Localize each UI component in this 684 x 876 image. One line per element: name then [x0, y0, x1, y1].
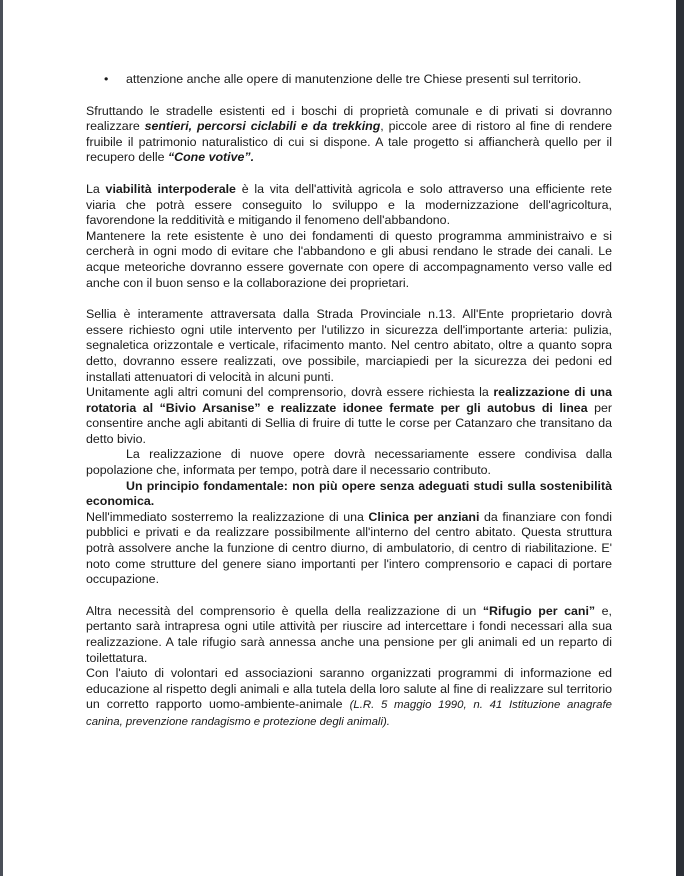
paragraph-rete: Mantenere la rete esistente è uno dei fondamenti di questo programma amministraivo e si cercherà in ogni modo di evitare che l'abbandono e gli abusi rendano le strade dei canali. Le acque meteoriche dovranno essere governate con opere di accompagnamento verso valle ed anche con il buon senso e la collaborazione dei proprietari. — [86, 228, 612, 290]
emphasis-sentieri: sentieri, percorsi ciclabili e da trekking — [144, 119, 381, 134]
paragraph-clinica: Nell'immediato sosterremo la realizzazione di una Clinica per anziani da finanziare con fondi pubblici e privati e da realizzare possibilmente all'interno del centro abitato. Questa struttura potrà assolvere anche la funzione di centro diurno, di ambulatorio, di centro di riabilitazione. E' noto come strutture del genere siano importanti per l'intero comprensorio e capaci di portare occupazione. — [86, 509, 612, 587]
emphasis-clinica: Clinica per anziani — [368, 509, 480, 524]
paragraph-volontari: Con l'aiuto di volontari ed associazioni saranno organizzati programmi di informazione ed educazione al rispetto degli animali e alla tutela della loro salute al fine di realizzare sul territorio un corretto rapporto uomo-ambiente-animale (L.R. 5 maggio 1990, n. 41 Istituzione anagrafe canina, prevenzione randagismo e protezione degli animali). — [86, 666, 612, 728]
paragraph-nuove-opere: La realizzazione di nuove opere dovrà necessariamente essere condivisa dalla popolazione che, informata per tempo, potrà dare il necessario contributo. — [86, 447, 612, 478]
paragraph-principio: Un principio fondamentale: non più opere senza adeguati studi sulla sostenibilità economica. — [86, 478, 612, 509]
emphasis-rotatoria: realizzazione di una rotatoria al “Bivio Arsanise” e realizzate idonee fermate per gli autobus di linea — [86, 385, 612, 415]
viewer-edge — [0, 0, 3, 876]
emphasis-cone-votive: “Cone votive”. — [167, 150, 255, 165]
bullet-item — [86, 72, 612, 88]
emphasis-rifugio: “Rifugio per cani” — [482, 603, 596, 618]
emphasis-viabilita: viabilità interpoderale — [105, 181, 236, 196]
bullet-icon: • — [104, 72, 109, 86]
paragraph-rotatoria: Unitamente agli altri comuni del comprensorio, dovrà essere richiesta la realizzazione di una rotatoria al “Bivio Arsanise” e realizzate idonee fermate per gli autobus di linea per consentire anche agli abitanti di Sellia di fruire di tutte le corse per Catanzaro che transitano da detto bivio. — [86, 385, 612, 446]
paragraph-viabilita: La viabilità interpoderale è la vita dell'attività agricola e solo attraverso una efficiente rete viaria che potrà essere conseguito lo sviluppo e la modernizzazione dell'agricoltura, favorendone la redditività e mitigando il fenomeno dell'abbandono. — [86, 181, 612, 228]
document-body — [86, 72, 612, 731]
paragraph-rifugio: Altra necessità del comprensorio è quella della realizzazione di un “Rifugio per cani” e, pertanto sarà intrapresa ogni utile attività per riuscire ad intercettare i fondi necessari alla sua realizzazione. A tale rifugio sarà annessa anche una pensione per gli animali ed un reparto di toilettatura. — [86, 603, 612, 665]
paragraph-strada-provinciale: Sellia è interamente attraversata dalla Strada Provinciale n.13. All'Ente proprietario dovrà essere richiesto ogni utile intervento per l'utilizzo in sicurezza dell'importante arteria: pulizia, segnaletica orizzontale e verticale, rifacimento manto. Nel centro abitato, oltre a quanto sopra detto, dovranno essere realizzati, ove possibile, marciapiedi per la sicurezza dei pedoni ed installati attenuatori di velocità in alcuni punti. — [86, 307, 612, 384]
legal-reference: (L.R. 5 maggio 1990, n. 41 Istituzione anagrafe canina, prevenzione randagismo e protezione degli animali). — [86, 699, 612, 728]
paragraph-sentieri: Sfruttando le stradelle esistenti ed i boschi di proprietà comunale e di privati si dovranno realizzare sentieri, percorsi ciclabili e da trekking, piccole aree di ristoro al fine di rendere fruibile il patrimonio naturalistico di cui si dispone. A tale progetto si affiancherà quello per il recupero delle “Cone votive”. — [86, 103, 613, 165]
bullet-text: attenzione anche alle opere di manutenzione delle tre Chiese presenti sul territorio. — [126, 72, 582, 86]
